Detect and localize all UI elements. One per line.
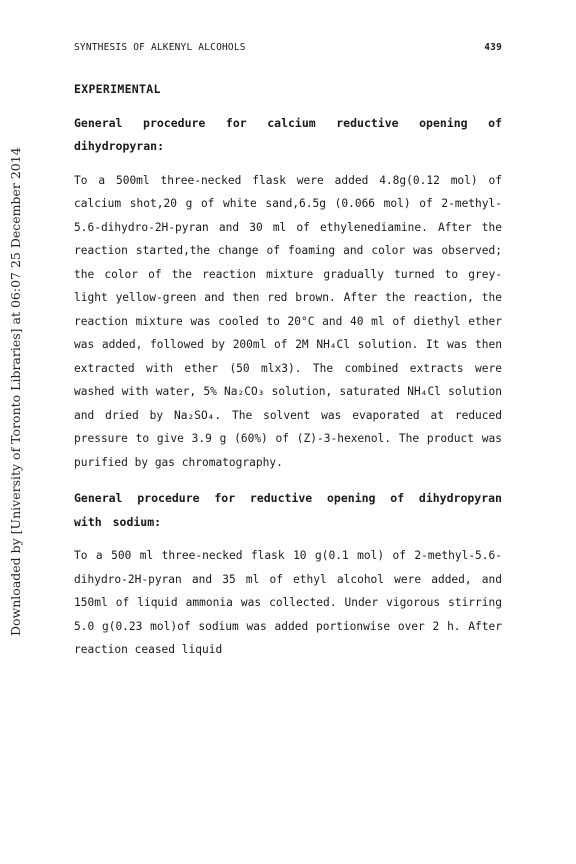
procedure-heading-calcium: General procedure for calcium reductive opening of dihydropyran: [74,115,502,153]
running-head-title: SYNTHESIS OF ALKENYL ALCOHOLS [74,42,246,53]
page-number: 439 [484,42,502,53]
procedure-paragraph-calcium: To a 500ml three-necked flask were added 4.8g(0.12 mol) of calcium shot,20 g of white sand,6.5g (0.066 mol) of 2-methyl-5.6-dihydro-2H-pyran and 30 ml of ethylenediamine. After the reaction started,the change of foaming and color was observed; the color of the reaction mixture gradually turned to grey-light yellow-green and then red brown. After the reaction, the reaction mixture was cooled to 20°C and 40 ml of diethyl ether was added, followed by 200ml of 2M NH₄Cl solution. It was then extracted with ether (50 mlx3). The combined extracts were washed with water, 5% Na₂CO₃ solution, saturated NH₄Cl solution and dried by Na₂SO₄. The solvent was evaporated at reduced pressure to give 3.9 g (60%) of (Z)-3-hexenol. The product was purified by gas chromatography. [74,173,502,469]
section-heading-experimental: EXPERIMENTAL [74,82,161,96]
procedure-paragraph-sodium: To a 500 ml three-necked flask 10 g(0.1 mol) of 2-methyl-5.6-dihydro-2H-pyran and 35 ml of ethyl alcohol were added, and 150ml of liquid ammonia was collected. Under vigorous stirring 5.0 g(0.23 mol)of sodium was added portionwise over 2 h. After reaction ceased liquid [74,549,502,656]
article-body [74,78,502,662]
running-head [74,42,502,58]
procedure-heading-sodium: General procedure for reductive opening of dihydropyran with sodium: [74,491,502,529]
download-margin-note: Downloaded by [University of Toronto Libraries] at 06:07 25 December 2014 [8,147,23,636]
